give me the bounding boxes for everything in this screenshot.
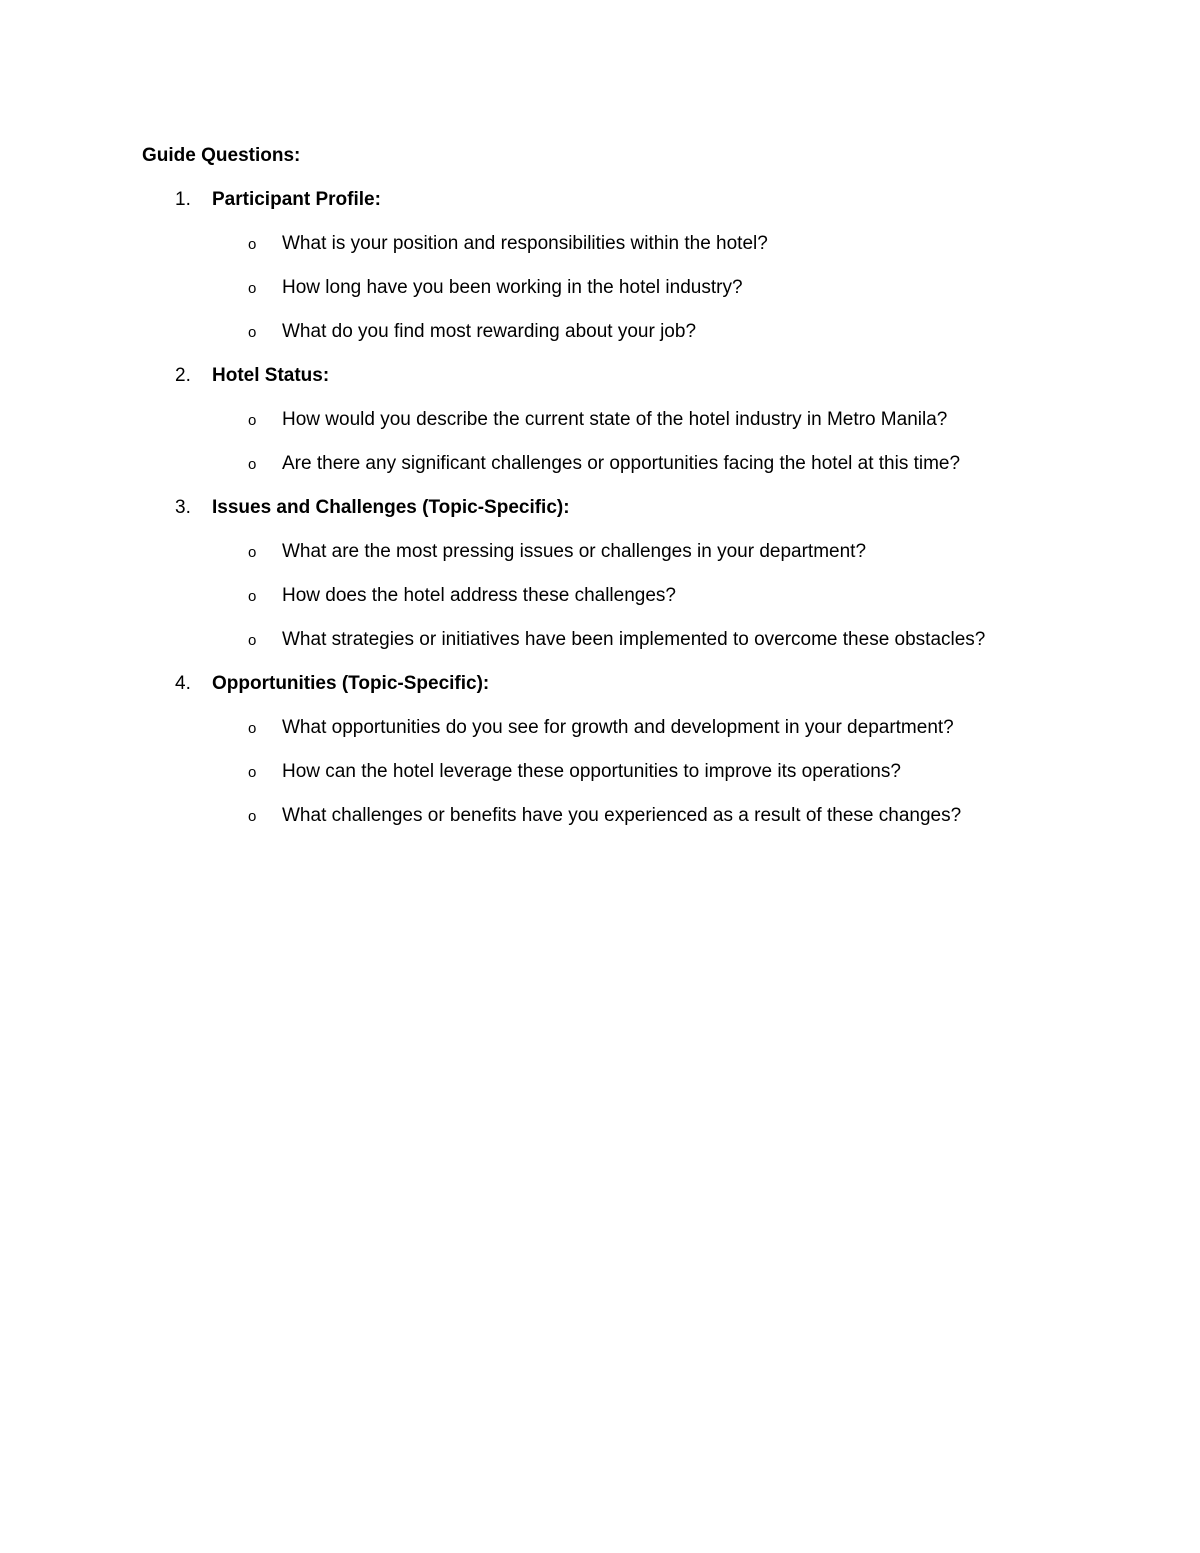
question-text: How would you describe the current state of the hotel industry in Metro Manila?: [282, 409, 948, 430]
question-text: Are there any significant challenges or opportunities facing the hotel at this time?: [282, 453, 961, 474]
question-text: What are the most pressing issues or challenges in your department?: [282, 541, 867, 562]
section-title: Hotel Status:: [212, 365, 330, 386]
question-text: How long have you been working in the hotel industry?: [282, 277, 743, 298]
question-item: [142, 539, 1102, 583]
section-title: Participant Profile:: [212, 189, 381, 210]
question-text: What do you find most rewarding about your job?: [282, 321, 697, 342]
section-heading: [142, 671, 1102, 715]
question-text: How does the hotel address these challenges?: [282, 585, 676, 606]
section-heading: [142, 495, 1102, 539]
section-number: 3.: [175, 497, 191, 518]
question-item: [142, 231, 1102, 275]
bullet-icon: o: [248, 544, 257, 561]
bullet-icon: o: [248, 236, 257, 253]
bullet-icon: o: [248, 720, 257, 737]
bullet-icon: o: [248, 808, 257, 825]
section-hotel-status: [142, 363, 1102, 495]
question-text: What is your position and responsibilities within the hotel?: [282, 233, 768, 254]
question-item: [142, 451, 1102, 495]
section-opportunities: [142, 671, 1102, 847]
bullet-icon: o: [248, 456, 257, 473]
bullet-icon: o: [248, 632, 257, 649]
section-heading: [142, 363, 1102, 407]
bullet-icon: o: [248, 764, 257, 781]
bullet-icon: o: [248, 324, 257, 341]
question-item: [142, 627, 1102, 671]
section-number: 4.: [175, 673, 191, 694]
question-text: What challenges or benefits have you experienced as a result of these changes?: [282, 805, 962, 826]
section-title: Opportunities (Topic-Specific):: [212, 673, 490, 694]
question-item: [142, 759, 1102, 803]
section-participant-profile: [142, 187, 1102, 363]
section-title: Issues and Challenges (Topic-Specific):: [212, 497, 570, 518]
section-issues-challenges: [142, 495, 1102, 671]
section-number: 2.: [175, 365, 191, 386]
section-number: 1.: [175, 189, 191, 210]
question-item: [142, 319, 1102, 363]
question-item: [142, 715, 1102, 759]
question-text: What opportunities do you see for growth and development in your department?: [282, 717, 954, 738]
question-item: [142, 803, 1102, 847]
question-text: How can the hotel leverage these opportunities to improve its operations?: [282, 761, 901, 782]
bullet-icon: o: [248, 588, 257, 605]
bullet-icon: o: [248, 412, 257, 429]
section-heading: [142, 187, 1102, 231]
document-content: [142, 143, 1102, 847]
question-item: [142, 407, 1102, 451]
question-text: What strategies or initiatives have been implemented to overcome these obstacles?: [282, 629, 986, 650]
bullet-icon: o: [248, 280, 257, 297]
question-item: [142, 583, 1102, 627]
question-item: [142, 275, 1102, 319]
document-title: Guide Questions:: [142, 145, 301, 166]
